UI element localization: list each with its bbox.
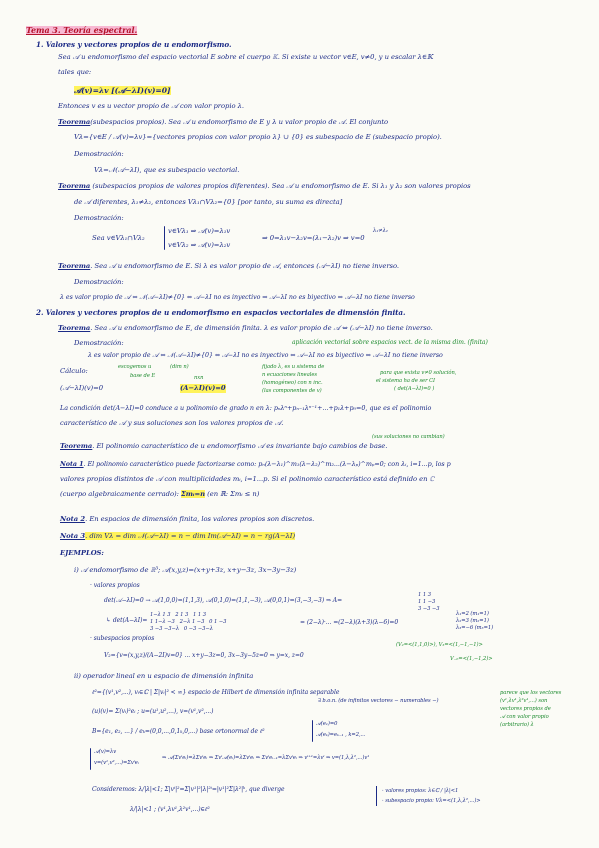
nota-1-line-2: valores propios distintos de 𝒜 con multiplicidades mᵢ, i=1...p. Si el polinomio característico está definido en ℂ	[60, 475, 435, 483]
demo-label-4: Demostración:	[74, 339, 124, 347]
theorem-label: Teorema	[58, 182, 91, 190]
example-1-subspaces-green: (V₂=<(1,1,0)>), V₃=<(1,−1,−1)>	[396, 642, 483, 648]
nota-1-line-3	[60, 490, 259, 499]
calc-note-3b: el sistema ha de ser CI	[376, 378, 436, 384]
eigenvalue-2: λ₂=3 (m₂=1)	[456, 618, 489, 624]
demo-2-line-1: Sea v∈Vλ₁∩Vλ₂	[92, 234, 145, 242]
demo-note-green: aplicación vectorial sobre espacios vect. de la misma dim. (finita)	[292, 339, 488, 346]
det-matrix-row-2: 1 1−λ −3 2−λ 1 −3 0 1 −3	[150, 619, 227, 625]
demo-text-1: Vλ=𝒩(𝒜−λI), que es subespacio vectorial.	[94, 166, 240, 174]
theorem-line-2: Vλ={v∈E / 𝒜(v)=λv}={vectores propios con valor propio λ} ∪ {0} es subespacio de E (subespacio propio).	[74, 133, 442, 141]
condition-note: (sus soluciones no cambian)	[372, 434, 445, 440]
nota-1-sum: Σmᵢ=n	[181, 490, 206, 498]
nota-1-line-1	[60, 460, 451, 469]
green-note-3: vectores propios de	[500, 706, 551, 712]
demo-2-case-b: v∈Vλ₂ ⇒ 𝒜(v)=λ₂v	[168, 241, 231, 249]
section2-heading: 2. Valores y vectores propios de u endomorfismo en espacios vectoriales de dimensión finita.	[36, 308, 406, 317]
calc-note-1c: (dim n)	[170, 364, 189, 370]
calc-note-1: escogemos u	[118, 364, 152, 370]
demo-label-2: Demostración:	[74, 214, 124, 222]
example-2-bon: ∃ b.o.n. (de infinitos vectores − numerables −)	[318, 698, 439, 704]
demo-label-1: Demostración:	[74, 150, 124, 158]
calc-note-2c: (homogéneo) con n inc.	[262, 380, 323, 386]
demo-3-text: λ es valor propio de 𝒜 ⇔ 𝒩(𝒜−λI)≠{0} ⇔ 𝒜−λI no es inyectivo ⇒ 𝒜−λI no es biyectivo ⇔ 𝒜−λI no tiene inverso	[60, 294, 415, 301]
green-note-1: parece que los vectores	[500, 690, 562, 696]
theorem-label: Teorema	[58, 324, 91, 332]
theorem-text: . El polinomio característico de u endomorfismo 𝒜 es invariante bajo cambios de base.	[92, 442, 388, 450]
condition-line-2: característico de 𝒜 y sus soluciones son los valores propios de 𝒜.	[60, 419, 284, 427]
theorem-label: Teorema	[58, 118, 91, 126]
matrix-row-1: 1 1 3	[418, 592, 431, 598]
example-1-det: det(𝒜−λI)=0 → 𝒜(1,0,0)=(1,1,3), 𝒜(0,1,0)=(1,1,−3), 𝒜(0,0,1)=(3,−3,−3) ⇒ A=	[104, 597, 343, 604]
calc-note-2b: n ecuaciones lineales	[262, 372, 317, 378]
calc-note-2a: fijado λ, es u sistema de	[262, 364, 325, 370]
det-matrix-row-3: 3 −3 −3−λ 0 −3 −3−λ	[150, 626, 213, 632]
nota-1-line-3-text: (cuerpo algebraicamente cerrado):	[60, 490, 179, 498]
example-1-det-result: = (2−λ)·... =(2−λ)(λ+3)(λ−6)=0	[300, 619, 399, 626]
example-2-consider: Consideremos: λ/|λ|<1; Σ|vⁱ|²=Σ|v¹|²|λ|²ⁱ=|v¹|²Σ|λ²|ᵏ, que diverge	[92, 786, 285, 793]
theorem-text: . Sea 𝒜 u endomorfismo de E, de dimensión finita. λ es valor propio de 𝒜 ⇔ (𝒜−λI) no tiene inverso.	[90, 324, 433, 332]
result-bracket	[376, 786, 377, 806]
example-1-sp: · subespacios propios	[90, 635, 155, 642]
calc-note-1d: nxn	[194, 375, 204, 381]
calc-note-3a: para que exista v≠0 solución,	[380, 370, 457, 376]
theorem-inverse	[58, 262, 399, 271]
example-1-title: i) 𝒜 endomorfismo de ℝ³; 𝒜(x,y,z)=(x+y+3z, x+y−3z, 3x−3y−3z)	[74, 566, 297, 574]
nota-text: . dim Vλ = dim 𝒩(𝒜−λI) = n − dim Im(𝒜−λI) = n − rg(A−λI)	[85, 532, 296, 540]
demo-4-text: λ es valor propio de 𝒜 ⇔ 𝒩(𝒜−λI)≠{0} ⇔ 𝒜−λI no es inyectivo ⇔ 𝒜−λI no es biyectivo ⇔ 𝒜−λI no tiene inverso	[88, 352, 443, 359]
example-2-hilbert: ℓ²={(v¹,v²,...), vᵢ∈ℂ | Σ|vᵢ|² < ∞} espacio de Hilbert de dimensión infinita separable	[92, 689, 340, 696]
demo-2-case-a: v∈Vλ₁ ⇒ 𝒜(v)=λ₁v	[168, 227, 231, 235]
definition-line-3: Entonces v es u vector propio de 𝒜 con valor propio λ.	[58, 102, 244, 110]
example-2-shift-2: 𝒜(eₖ)=eₖ₋₁ , k=2,...	[316, 732, 366, 738]
nota-label: Nota 1	[60, 460, 84, 468]
green-note-5: (arbitrario) λ	[500, 722, 534, 728]
nota-2	[60, 515, 314, 524]
example-2-title: ii) operador lineal en u espacio de dimensión infinita	[74, 672, 254, 680]
eigen-equation: 𝒜(v)=λv [(𝒜−λI)(v)=0]	[74, 86, 171, 95]
definition-line-2: tales que:	[58, 68, 92, 76]
section1-heading: 1. Valores y vectores propios de u endomorfismo.	[36, 40, 232, 49]
example-2-eig-c: ⇒ 𝒜(Σvⁱeᵢ)=λΣvⁱeᵢ ⇒ Σvⁱ𝒜(eᵢ)=λΣvⁱeᵢ ⇒ Σvⁱeᵢ₋₁=λΣvⁱeᵢ ⇒ vⁱ⁺¹=λvⁱ ⇒ v=(1,λ,λ²,...)v¹	[162, 755, 370, 761]
demo-2-conclusion: ⇒ 0=λ₁v−λ₂v=(λ₁−λ₂)v ⇒ v=0	[262, 234, 365, 242]
theorem-label: Teorema	[58, 262, 91, 270]
definition-line-1: Sea 𝒜 u endomorfismo del espacio vectorial E sobre el cuerpo 𝕂. Si existe u vector v∈E, v≠0, y u escalar λ∈𝕂	[58, 53, 433, 61]
example-2-product: (u)(v)= Σ(vᵢ)²eᵢ ; u=(u¹,u²,...), v=(v¹,v²,...)	[92, 708, 214, 715]
theorem-label: Teorema	[60, 442, 93, 450]
theorem-text: . Sea 𝒜 u endomorfismo de E. Si λ es valor propio de 𝒜, entonces (𝒜−λI) no tiene inverso.	[90, 262, 400, 270]
theorem-subespacios	[58, 118, 388, 127]
nota-1-real: (en ℝ: Σmᵢ ≤ n)	[207, 490, 260, 498]
examples-label: EJEMPLOS:	[60, 549, 104, 557]
theorem-distinct-line-2: de 𝒜 diferentes, λ₁≠λ₂, entonces Vλ₁∩Vλ₂={0} [por tanto, su suma es directa]	[74, 198, 343, 206]
result-subspace: · subespacio propio: Vλ=<(1,λ,λ²,...)>	[382, 798, 481, 804]
nota-text: . El polinomio característico puede factorizarse como: pₙ(λ−λ₁)^m₁(λ−λ₂)^m₂...(λ−λₚ)^mₚ=0; con λᵢ, i=1...p, los p	[83, 460, 451, 468]
green-note-2: (v¹,λv¹,λ²v¹,...) son	[500, 698, 548, 704]
example-2-basis: B={e₁, e₂, ...} / eₖ=(0,0,...,0,1ₖ,0,...) base ortonormal de ℓ²	[92, 728, 265, 735]
example-1-subspace: V₂={v=(x,y,z)/(A−2I)v=0} ... x+y−3z=0, 3x−3y−5z=0 ⇒ y=x, z=0	[104, 652, 304, 659]
calc-note-2d: (las componentes de v)	[262, 388, 322, 394]
theorem-invariant	[60, 442, 387, 451]
example-2-eig-a: 𝒜(v)=λv	[94, 749, 117, 755]
green-note-4: 𝒜 con valor propio	[500, 714, 549, 720]
matrix-row-3: 3 −3 −3	[418, 606, 440, 612]
matrix-row-2: 1 1 −3	[418, 599, 436, 605]
theorem-text: (subespacios propios). Sea 𝒜 u endomorfismo de E y λ u valor propio de 𝒜. El conjunto	[90, 118, 389, 126]
page-title: Tema 3. Teoría espectral.	[26, 25, 138, 35]
example-1-subspace-3: V₋₆=<(1,−1,2)>	[450, 656, 493, 662]
example-1-vp: · valores propios	[90, 582, 140, 589]
nota-text: . En espacios de dimensión finita, los valores propios son discretos.	[85, 515, 315, 523]
condition-line-1: La condición det(A−λI)=0 conduce a u polinomio de grado n en λ: pₙλⁿ+pₙ₋₁λⁿ⁻¹+...+p₁λ+p₀=0, que es el polinomio	[60, 404, 432, 412]
example-2-brace	[312, 720, 313, 742]
result-eigenvalues: · valores propios: λ∈ℂ / |λ|<1	[382, 788, 459, 794]
example-2-in-l2: λ/|λ|<1 ; (v¹,λv¹,λ²v¹,...)∈ℓ²	[130, 806, 210, 813]
eigenvalue-3: λ₃=−6 (m₃=1)	[456, 625, 494, 631]
theorem-distinct	[58, 182, 471, 191]
eigenvalue-1: λ₁=2 (m₁=1)	[456, 611, 489, 617]
calc-eq-2: (A−λI)(v)=0	[180, 384, 226, 392]
calc-eq-1: (𝒜−λI)(v)=0	[60, 384, 104, 392]
calc-label: Cálculo:	[60, 367, 88, 375]
example-2-shift-1: 𝒜(e₁)=0	[316, 721, 338, 727]
demo-2-brace	[164, 226, 165, 250]
example-1-det-2: ↳ det(A−λI)=	[106, 617, 148, 624]
example-2-eig-b: v=(v¹,v²,...)=Σvⁱeᵢ	[94, 760, 139, 766]
det-matrix-row-1: 1−λ 1 3 2 1 3 1 1 3	[150, 612, 206, 618]
demo-label-3: Demostración:	[74, 278, 124, 286]
nota-label: Nota 3	[60, 532, 86, 540]
theorem-finite	[58, 324, 433, 333]
demo-2-note: λ₁≠λ₂	[373, 228, 388, 234]
example-2-brace-2	[90, 748, 91, 770]
nota-label: Nota 2	[60, 515, 86, 523]
nota-3	[60, 532, 295, 541]
calc-note-1b: base de E	[130, 373, 156, 379]
theorem-text: (subespacios propios de valores propios diferentes). Sea 𝒜 u endomorfismo de E. Si λ₁ y λ₂ son valores propios	[92, 182, 471, 190]
calc-note-3c: ( det(A−λI)=0 )	[394, 386, 435, 392]
